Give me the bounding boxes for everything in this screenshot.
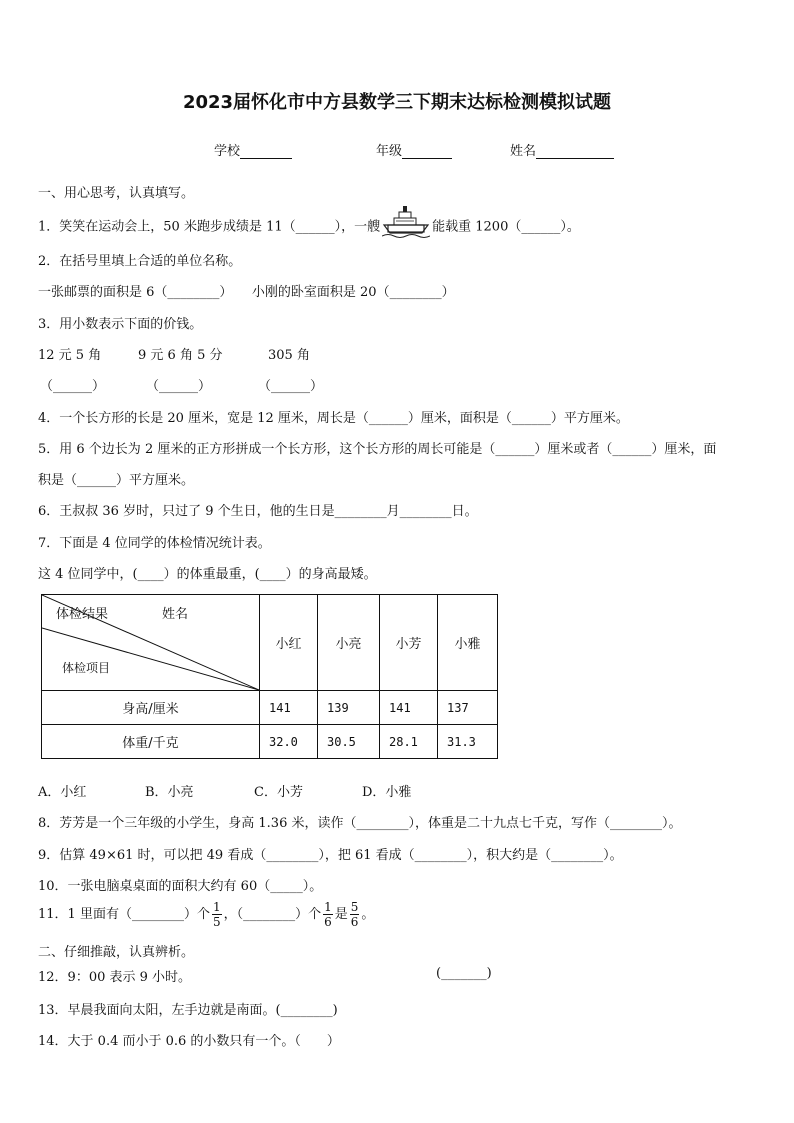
table-header-name: 小红 [260, 595, 318, 691]
fraction-numerator: 1 [324, 900, 332, 914]
question-1 [38, 213, 580, 241]
fraction-denominator: 5 [212, 915, 221, 929]
question-2: 2．在括号里填上合适的单位名称。 [38, 254, 242, 269]
fraction [323, 900, 333, 929]
school-blank[interactable] [240, 144, 292, 159]
table-cell: 31.3 [438, 725, 498, 759]
question-7-sub: 这 4 位同学中，(____）的体重最重，(____）的身高最矮。 [38, 567, 377, 582]
fraction [350, 900, 360, 929]
row-label: 体重/千克 [42, 725, 260, 759]
table-cell: 141 [380, 691, 438, 725]
q11-part-3: 是 [334, 907, 348, 922]
question-6: 6．王叔叔 36 岁时，只过了 9 个生日，他的生日是________月________日。 [38, 504, 478, 519]
question-9: 9．估算 49×61 时，可以把 49 看成（________），把 61 看成（________），积大约是（________）。 [38, 848, 623, 863]
table-cell: 30.5 [318, 725, 380, 759]
table-cell: 141 [260, 691, 318, 725]
table-row [42, 691, 498, 725]
table-header-name: 小芳 [380, 595, 438, 691]
fraction [212, 900, 222, 929]
question-11 [38, 900, 374, 929]
question-3: 3．用小数表示下面的价钱。 [38, 317, 203, 332]
row-label: 身高/厘米 [42, 691, 260, 725]
fraction-numerator: 1 [212, 900, 221, 914]
table-header-name: 小亮 [318, 595, 380, 691]
q3-blank-2[interactable]: （______） [146, 379, 212, 394]
corner-names-label: 姓名 [162, 607, 189, 622]
q3-price-1: 12 元 5 角 [38, 348, 102, 363]
section-2-heading: 二、仔细推敲，认真辨析。 [38, 945, 195, 960]
question-7: 7．下面是 4 位同学的体检情况统计表。 [38, 536, 271, 551]
question-2-line: 一张邮票的面积是 6（________） 小刚的卧室面积是 20（________） [38, 285, 455, 300]
q11-part-4: 。 [361, 907, 375, 922]
table-corner-cell [42, 595, 260, 691]
name-blank[interactable] [536, 144, 614, 159]
school-label: 学校 [214, 144, 241, 159]
q1-text-before: 1．笑笑在运动会上，50 米跑步成绩是 11（______），一艘 [38, 219, 381, 235]
corner-results-label: 体检结果 [56, 607, 109, 622]
corner-items-label: 体检项目 [62, 661, 111, 675]
table-cell: 28.1 [380, 725, 438, 759]
question-5-a: 5．用 6 个边长为 2 厘米的正方形拼成一个长方形，这个长方形的周长可能是（______）厘米或者（______）厘米，面 [38, 442, 717, 457]
table-cell: 139 [318, 691, 380, 725]
fraction-numerator: 5 [350, 900, 359, 914]
q11-part-1: 11．1 里面有（________）个 [38, 907, 210, 922]
question-10: 10．一张电脑桌桌面的面积大约有 60（_____）。 [38, 879, 323, 894]
page-title: 2023届怀化市中方县数学三下期末达标检测模拟试题 [182, 92, 612, 113]
q3-price-3: 305 角 [268, 348, 310, 363]
q11-part-2: ，（________）个 [223, 907, 322, 922]
ship-icon [382, 203, 430, 241]
q12-blank[interactable]: (_______) [436, 966, 492, 981]
table-cell: 32.0 [260, 725, 318, 759]
grade-label: 年级 [376, 144, 403, 159]
table-cell: 137 [438, 691, 498, 725]
table-row [42, 725, 498, 759]
q1-text-after: 能载重 1200（______）。 [432, 219, 580, 235]
grade-field[interactable] [376, 140, 452, 159]
q3-blank-3[interactable]: （______） [258, 379, 324, 394]
question-13: 13．早晨我面向太阳，左手边就是南面。(________) [38, 1003, 338, 1018]
grade-blank[interactable] [402, 144, 452, 159]
q7-option-c[interactable]: C．小芳 [254, 785, 303, 800]
question-12: 12．9：00 表示 9 小时。 [38, 970, 192, 985]
q3-blank-1[interactable]: （______） [40, 379, 106, 394]
name-field[interactable] [510, 140, 614, 159]
question-4: 4．一个长方形的长是 20 厘米，宽是 12 厘米，周长是（______）厘米，面积是（______）平方厘米。 [38, 411, 629, 426]
q7-option-d[interactable]: D．小雅 [362, 785, 412, 800]
fraction-denominator: 6 [324, 915, 332, 929]
question-8: 8．芳芳是一个三年级的小学生，身高 1.36 米，读作（________），体重是二十九点七千克，写作（________）。 [38, 816, 682, 831]
q3-price-2: 9 元 6 角 5 分 [138, 348, 223, 363]
health-check-table [41, 594, 498, 759]
question-5-b: 积是（______）平方厘米。 [38, 473, 195, 488]
school-field[interactable] [214, 140, 292, 159]
table-header-name: 小雅 [438, 595, 498, 691]
q7-option-b[interactable]: B．小亮 [145, 785, 194, 800]
q7-option-a[interactable]: A．小红 [38, 785, 87, 800]
section-1-heading: 一、用心思考，认真填写。 [38, 186, 195, 201]
name-label: 姓名 [510, 144, 537, 159]
table-header-row [42, 595, 498, 691]
fraction-denominator: 6 [350, 915, 359, 929]
question-14: 14．大于 0.4 而小于 0.6 的小数只有一个。（ ） [38, 1034, 340, 1049]
